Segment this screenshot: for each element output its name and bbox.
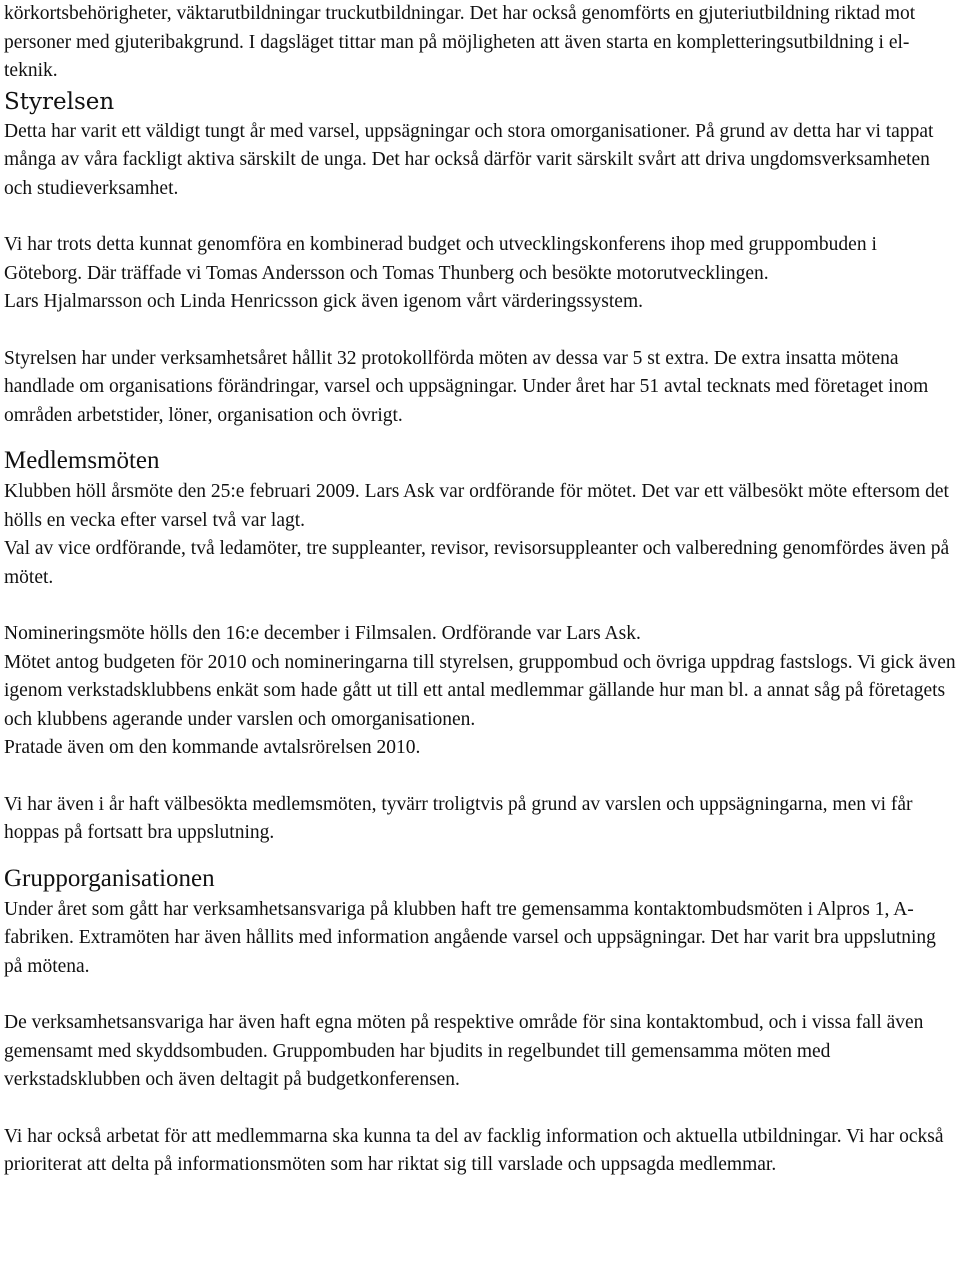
medlemsmoten-paragraph-2: Val av vice ordförande, två ledamöter, tre suppleanter, revisor, revisorsuppleanter och valberedning genomfördes även på mötet. bbox=[4, 538, 950, 588]
section-heading-grupporganisationen: Grupporganisationen bbox=[4, 864, 215, 892]
section-heading-styrelsen: Styrelsen bbox=[4, 88, 115, 115]
medlemsmoten-paragraph-4: Mötet antog budgeten för 2010 och nomineringarna till styrelsen, gruppombud och övriga uppdrag fastslogs. Vi gick även igenom verkstadsklubbens enkät som hade gått ut till ett antal medlemmar gällande hur man bl. a annat såg på företagets och klubbens agerande under varslen och omorganisationen. bbox=[4, 651, 956, 730]
spacer bbox=[4, 763, 956, 791]
styrelsen-paragraph-3: Lars Hjalmarsson och Linda Henricsson gick även igenom vårt värderingssystem. bbox=[4, 291, 643, 312]
grupp-paragraph-3: Vi har också arbetat för att medlemmarna ska kunna ta del av facklig information och aktuella utbildningar. Vi har också prioriterat att delta på informationsmöten som har riktat sig till varslade och uppsagda medlemmar. bbox=[4, 1125, 944, 1175]
spacer bbox=[4, 430, 956, 444]
section-heading-medlemsmoten: Medlemsmöten bbox=[4, 447, 160, 474]
spacer bbox=[4, 203, 956, 231]
medlemsmoten-paragraph-6: Vi har även i år haft välbesökta medlemsmöten, tyvärr troligtvis på grund av varslen och uppsägningarna, men vi får hoppas på fortsatt bra uppslutning. bbox=[4, 793, 913, 843]
styrelsen-paragraph-1: Detta har varit ett väldigt tungt år med varsel, uppsägningar och stora omorganisationer. På grund av detta har vi tappat många av våra fackligt aktiva särskilt de unga. Det har också därför varit särskilt svårt att driva ungdomsverksamheten och studieverksamhet. bbox=[4, 120, 934, 199]
styrelsen-paragraph-4: Styrelsen har under verksamhetsåret hållit 32 protokollförda möten av dessa var 5 st extra. De extra insatta mötena handlade om organisations förändringar, varsel och uppsägningar. Under året har 51 avtal tecknats med företaget inom områden arbetstider, löner, organisation och övrigt. bbox=[4, 347, 929, 426]
spacer bbox=[4, 317, 956, 345]
medlemsmoten-paragraph-3: Nomineringsmöte hölls den 16:e december i Filmsalen. Ordförande var Lars Ask. bbox=[4, 623, 641, 644]
intro-paragraph: körkortsbehörigheter, väktarutbildningar truckutbildningar. Det har också genomförts en gjuteriutbildning riktad mot personer med gjuteribakgrund. I dagsläget tittar man på möjligheten att även starta en kompletteringsutbildning i el-teknik. bbox=[4, 3, 916, 81]
grupp-paragraph-2: De verksamhetsansvariga har även haft egna möten på respektive område för sina kontaktombud, och i vissa fall även gemensamt med skyddsombuden. Gruppombuden har bjudits in regelbundet till gemensamma möten med verkstadsklubben och även deltagit på budgetkonferensen. bbox=[4, 1012, 924, 1090]
spacer bbox=[4, 592, 956, 620]
spacer bbox=[4, 981, 956, 1009]
styrelsen-paragraph-2: Vi har trots detta kunnat genomföra en kombinerad budget och utvecklingskonferens ihop med gruppombuden i Göteborg. Där träffade vi Tomas Andersson och Tomas Thunberg och besökte motorutvecklingen. bbox=[4, 234, 877, 284]
grupp-paragraph-1: Under året som gått har verksamhetsansvariga på klubben haft tre gemensamma kontaktombudsmöten i Alpros 1, A-fabriken. Extramöten har även hållits med information angående varsel och uppsägningar. Det har varit bra uppslutning på mötena. bbox=[4, 898, 936, 977]
spacer bbox=[4, 1095, 956, 1123]
spacer bbox=[4, 848, 956, 862]
medlemsmoten-paragraph-1: Klubben höll årsmöte den 25:e februari 2009. Lars Ask var ordförande för mötet. Det var ett välbesökt möte eftersom det hölls en vecka efter varsel två var lagt. bbox=[4, 481, 949, 531]
medlemsmoten-paragraph-5: Pratade även om den kommande avtalsrörelsen 2010. bbox=[4, 737, 421, 758]
